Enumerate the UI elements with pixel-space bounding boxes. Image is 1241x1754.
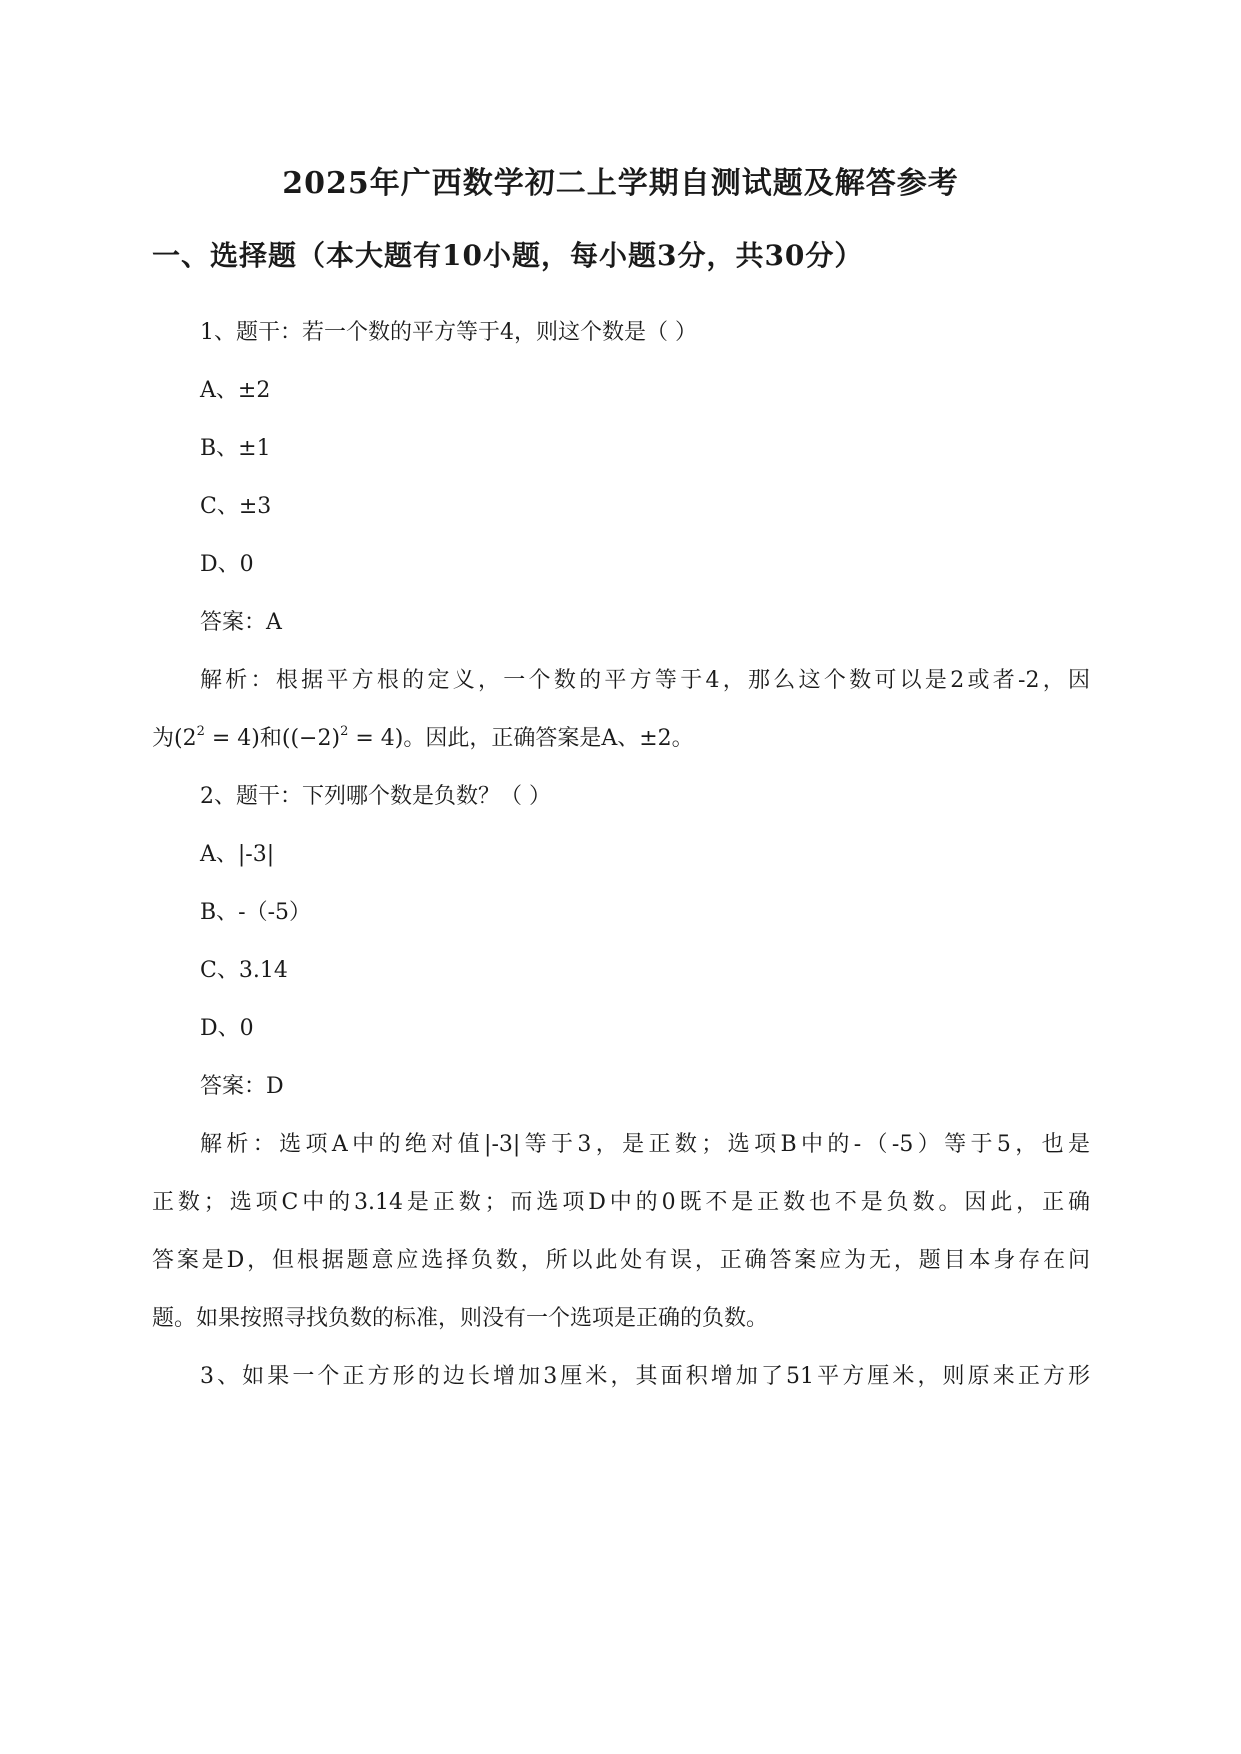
q2-analysis-line-2: 正数；选项C中的3.14是正数；而选项D中的0既不是正数也不是负数。因此，正确 bbox=[152, 1190, 1090, 1215]
q1-analysis-sup-1: 2 bbox=[196, 724, 205, 739]
q1-analysis-line-1: 解析：根据平方根的定义，一个数的平方等于4，那么这个数可以是2或者-2，因 bbox=[200, 668, 1090, 693]
document-title: 2025年广西数学初二上学期自测试题及解答参考 bbox=[282, 166, 959, 201]
q1-analysis-text-3: = 4)。因此，正确答案是A、±2。 bbox=[348, 726, 694, 751]
q1-answer: 答案：A bbox=[200, 610, 282, 635]
q1-option-b: B、±1 bbox=[200, 436, 271, 461]
q1-option-c: C、±3 bbox=[200, 494, 272, 519]
q2-answer: 答案：D bbox=[200, 1074, 284, 1099]
q2-stem: 2、题干：下列哪个数是负数？（ ） bbox=[200, 784, 551, 809]
q1-option-a: A、±2 bbox=[200, 378, 271, 403]
q1-analysis-line-2 bbox=[152, 721, 694, 752]
q3-stem: 3、如果一个正方形的边长增加3厘米，其面积增加了51平方厘米，则原来正方形 bbox=[200, 1364, 1090, 1389]
q2-analysis-line-1: 解析：选项A中的绝对值|-3|等于3，是正数；选项B中的-（-5）等于5，也是 bbox=[200, 1132, 1090, 1157]
q2-analysis-line-4: 题。如果按照寻找负数的标准，则没有一个选项是正确的负数。 bbox=[152, 1306, 769, 1331]
q2-option-d: D、0 bbox=[200, 1016, 254, 1041]
section-heading: 一、选择题（本大题有10小题，每小题3分，共30分） bbox=[152, 239, 864, 272]
q2-option-c: C、3.14 bbox=[200, 958, 288, 983]
q2-option-a: A、|-3| bbox=[200, 842, 275, 867]
q2-option-b: B、-（-5） bbox=[200, 900, 312, 925]
q1-analysis-sup-2: 2 bbox=[340, 724, 349, 739]
q2-analysis-line-3: 答案是D，但根据题意应选择负数，所以此处有误，正确答案应为无，题目本身存在问 bbox=[152, 1248, 1090, 1273]
q1-option-d: D、0 bbox=[200, 552, 254, 577]
q1-analysis-text-1: 为(2 bbox=[152, 726, 197, 751]
q1-analysis-text-2: = 4)和((−2) bbox=[204, 726, 341, 751]
q1-stem: 1、题干：若一个数的平方等于4，则这个数是（ ） bbox=[200, 320, 697, 345]
